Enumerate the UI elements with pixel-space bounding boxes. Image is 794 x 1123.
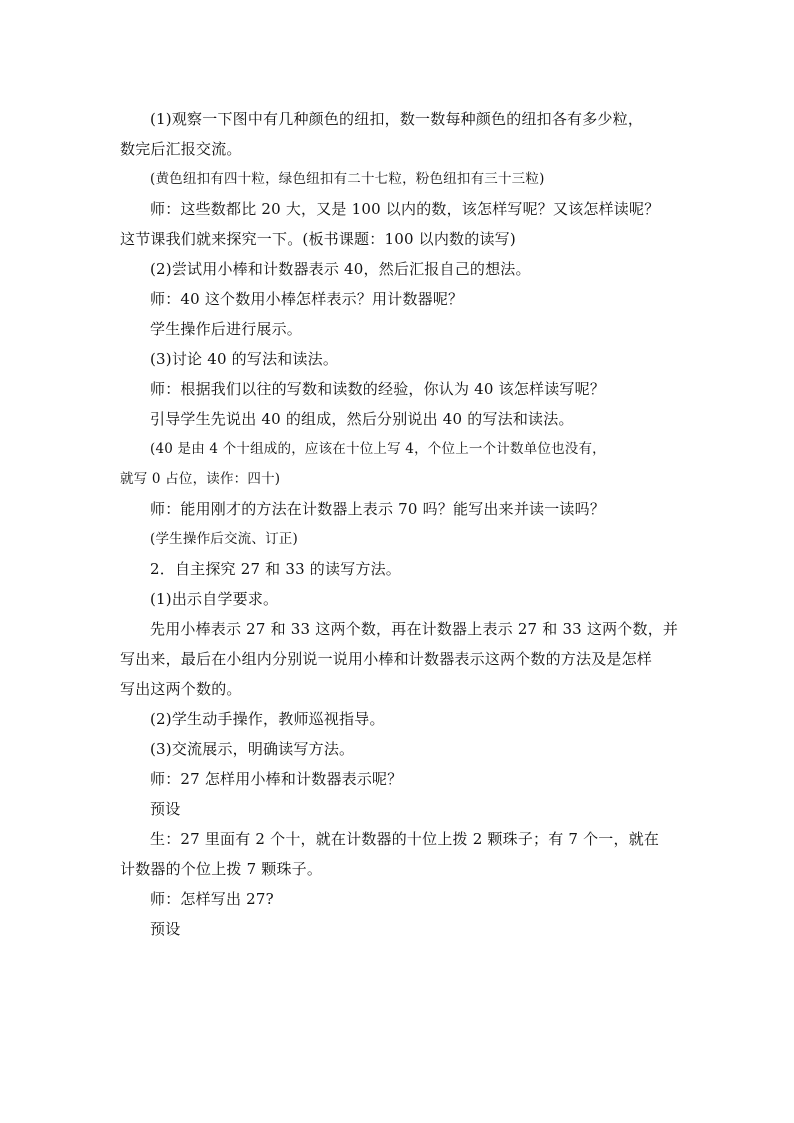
paragraph-line: 师：怎样写出 27? xyxy=(150,890,274,908)
paragraph-line: 写出这两个数的。 xyxy=(120,680,242,698)
paragraph-line: (1)出示自学要求。 xyxy=(150,590,279,608)
paragraph-line: 学生操作后进行展示。 xyxy=(150,320,303,338)
paragraph-line: 数完后汇报交流。 xyxy=(120,140,242,158)
document-page xyxy=(120,104,680,944)
paragraph-line: 生：27 里面有 2 个十，就在计数器的十位上拨 2 颗珠子；有 7 个一，就在 xyxy=(150,830,660,848)
answer-note: 就写 0 占位，读作：四十) xyxy=(120,471,281,487)
paragraph-line: 师：27 怎样用小棒和计数器表示呢？ xyxy=(150,770,403,788)
paragraph-line: (3)交流展示，明确读写方法。 xyxy=(150,740,355,758)
paragraph-line: 师：40 这个数用小棒怎样表示？用计数器呢？ xyxy=(150,290,464,308)
paragraph-line: (1)观察一下图中有几种颜色的纽扣，数一数每种颜色的纽扣各有多少粒， xyxy=(150,110,644,128)
paragraph-line: 预设 xyxy=(150,800,181,818)
paragraph-line: 计数器的个位上拨 7 颗珠子。 xyxy=(120,860,323,878)
section-heading: 2．自主探究 27 和 33 的读写方法。 xyxy=(150,560,401,578)
paragraph-line: 这节课我们就来探究一下。(板书课题：100 以内数的读写) xyxy=(120,230,516,248)
paragraph-line: 引导学生先说出 40 的组成，然后分别说出 40 的写法和读法。 xyxy=(150,410,574,428)
paragraph-line: 师：这些数都比 20 大，又是 100 以内的数，该怎样写呢？又该怎样读呢？ xyxy=(150,200,660,218)
paragraph-line: 师：根据我们以往的写数和读数的经验，你认为 40 该怎样读写呢？ xyxy=(150,380,606,398)
paragraph-line: (2)学生动手操作，教师巡视指导。 xyxy=(150,710,385,728)
paragraph-line: (3)讨论 40 的写法和读法。 xyxy=(150,350,339,368)
paragraph-line: 师：能用刚才的方法在计数器上表示 70 吗？能写出来并读一读吗？ xyxy=(150,500,606,518)
paragraph-line: 先用小棒表示 27 和 33 这两个数，再在计数器上表示 27 和 33 这两个数，并 xyxy=(150,620,679,638)
paragraph-line: 写出来，最后在小组内分别说一说用小棒和计数器表示这两个数的方法及是怎样 xyxy=(120,650,653,668)
answer-note: (黄色纽扣有四十粒，绿色纽扣有二十七粒，粉色纽扣有三十三粒) xyxy=(150,171,545,187)
paragraph-line: 预设 xyxy=(150,920,181,938)
answer-note: (40 是由 4 个十组成的，应该在十位上写 4，个位上一个计数单位也没有， xyxy=(150,441,606,457)
paragraph-line: (2)尝试用小棒和计数器表示 40，然后汇报自己的想法。 xyxy=(150,260,531,278)
answer-note: (学生操作后交流、订正) xyxy=(150,531,298,547)
